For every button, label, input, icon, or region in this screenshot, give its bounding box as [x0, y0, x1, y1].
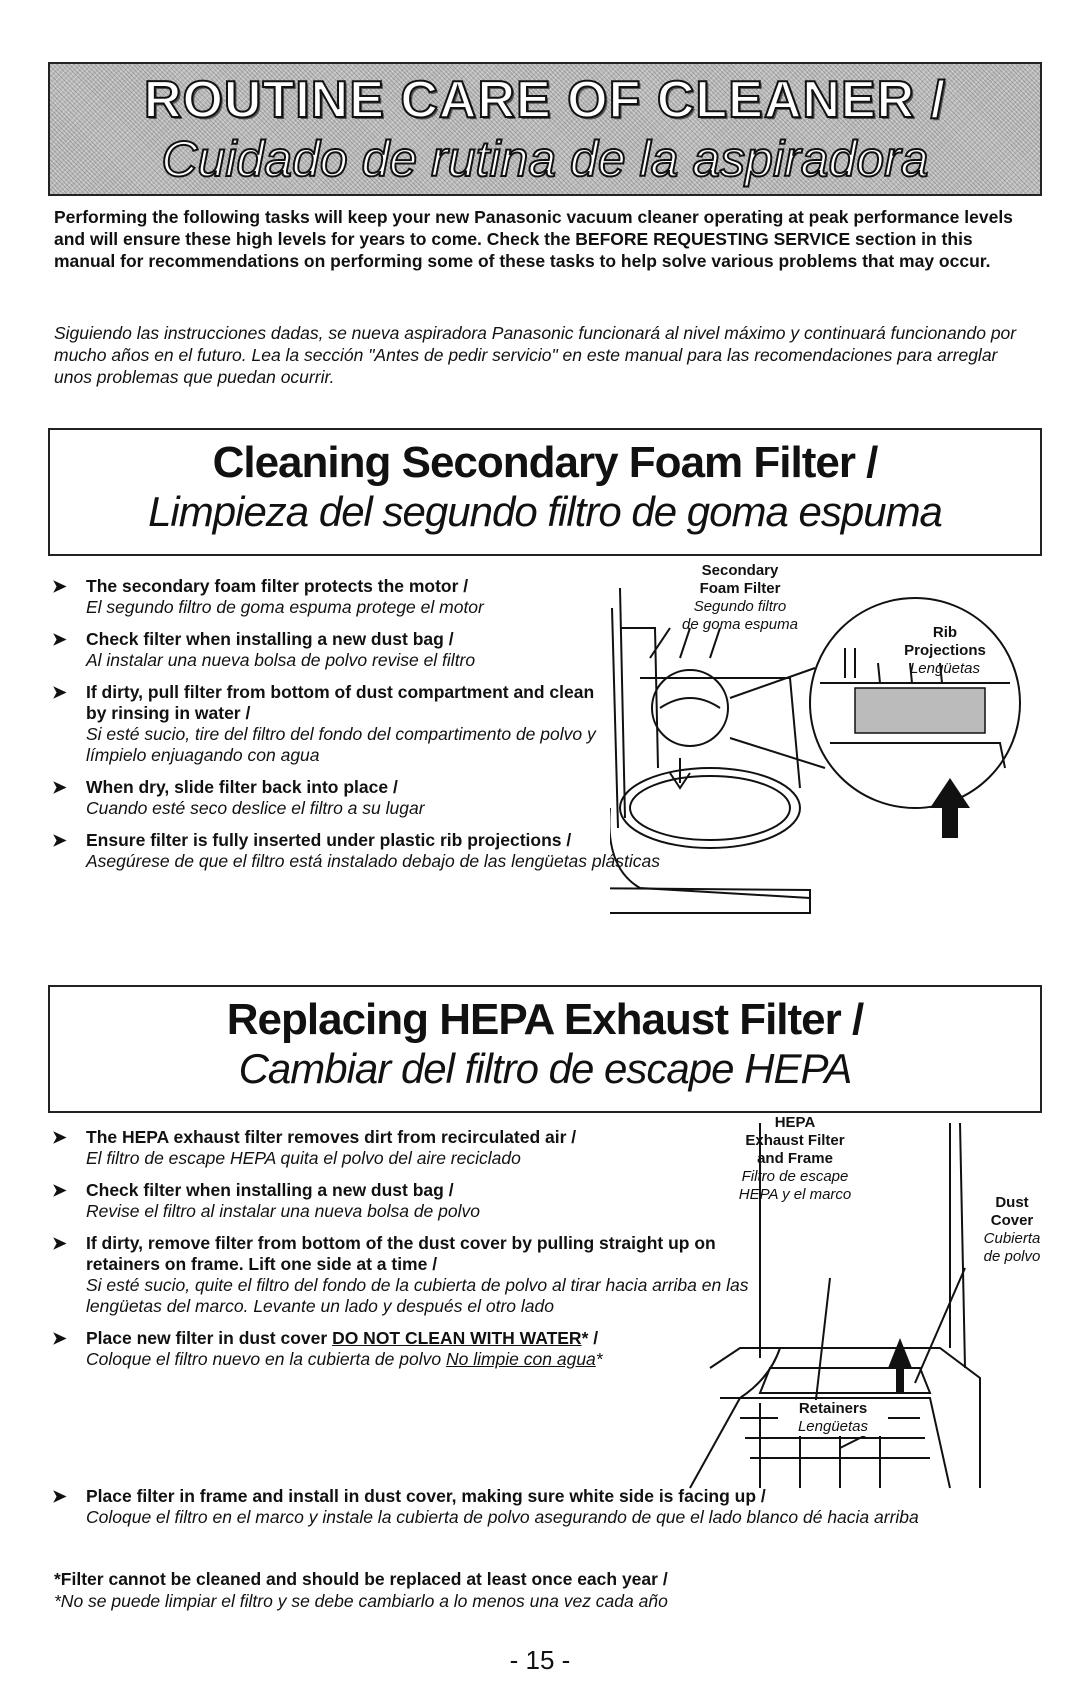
- arrow-bullet-icon: ➤: [52, 1127, 67, 1147]
- hepa-filter-final-step: [52, 1486, 1042, 1539]
- list-item: ➤ If dirty, pull filter from bottom of dust compartment and clean by rinsing in water / Si esté sucio, tire del filtro del fondo del compartimento de polvo y límpielo enjuagando con agua: [52, 682, 596, 765]
- arrow-bullet-icon: ➤: [52, 1328, 67, 1348]
- intro-english: Performing the following tasks will keep your new Panasonic vacuum cleaner operating at peak performance levels and will ensure these high levels for years to come. Check the BEFORE REQUESTING SERVICE section in this manual for recommendations on performing some of these tasks to help solve various problems that may occur.: [54, 207, 1013, 271]
- footnote: [54, 1568, 1034, 1612]
- arrow-bullet-icon: ➤: [52, 1233, 67, 1253]
- list-item: ➤ When dry, slide filter back into place / Cuando esté seco deslice el filtro a su lugar: [52, 777, 425, 818]
- footnote-en: *Filter cannot be cleaned and should be replaced at least once each year /: [54, 1569, 668, 1589]
- foam-filter-illustration: [610, 562, 1040, 928]
- arrow-bullet-icon: ➤: [52, 682, 67, 702]
- list-item: ➤ Place new filter in dust cover DO NOT CLEAN WITH WATER* / Coloque el filtro nuevo en la cubierta de polvo No limpie con agua*: [52, 1328, 603, 1369]
- section-title-es: Cambiar del filtro de escape HEPA: [238, 1045, 852, 1092]
- list-item: ➤ The secondary foam filter protects the motor / El segundo filtro de goma espuma protege el motor: [52, 576, 484, 617]
- arrow-bullet-icon: ➤: [52, 1486, 67, 1506]
- list-item: ➤ Check filter when installing a new dust bag / Al instalar una nueva bolsa de polvo revise el filtro: [52, 629, 476, 670]
- arrow-bullet-icon: ➤: [52, 1180, 67, 1200]
- label-hepa-filter-frame: HEPA Exhaust Filter and Frame Filtro de escape HEPA y el marco: [738, 1114, 852, 1203]
- foam-filter-steps: [52, 576, 660, 883]
- arrow-bullet-icon: ➤: [52, 830, 67, 850]
- label-dust-cover: Dust Cover Cubierta de polvo: [983, 1194, 1041, 1265]
- hepa-filter-illustration: [650, 1114, 1050, 1493]
- list-item: ➤ Place filter in frame and install in dust cover, making sure white side is facing up / Coloque el filtro en el marco y instale la cubierta de polvo asegurando de que el lado blanco dé hacia arriba: [52, 1486, 919, 1527]
- hepa-filter-steps: [52, 1127, 752, 1381]
- section-heading-hepa-filter: [48, 985, 1042, 1113]
- section-title-en: Cleaning Secondary Foam Filter /: [212, 438, 878, 487]
- section-title-en: Replacing HEPA Exhaust Filter /: [226, 995, 864, 1044]
- arrow-bullet-icon: ➤: [52, 777, 67, 797]
- section-title-es: Limpieza del segundo filtro de goma espuma: [148, 488, 942, 535]
- list-item: ➤ Ensure filter is fully inserted under plastic rib projections / Asegúrese de que el filtro está instalado debajo de las lengüetas plásticas: [52, 830, 660, 871]
- intro-spanish: Siguiendo las instrucciones dadas, se nueva aspiradora Panasonic funcionará al nivel máximo y continuará funcionando por mucho años en el futuro. Lea la sección "Antes de pedir servicio" en este manual para las recomendaciones para arreglar unos problemas que puedan ocurrir.: [54, 323, 1017, 387]
- footnote-es: *No se puede limpiar el filtro y se debe cambiarlo a lo menos una vez cada año: [54, 1591, 668, 1611]
- list-item: ➤ The HEPA exhaust filter removes dirt from recirculated air / El filtro de escape HEPA quita el polvo del aire reciclado: [52, 1127, 577, 1168]
- list-item: ➤ If dirty, remove filter from bottom of the dust cover by pulling straight up on retainers on frame. Lift one side at a time / Si esté sucio, quite el filtro del fondo de la cubierta de polvo al tirar hacia arriba en las lengüetas del marco. Levante un lado y después el otro lado: [52, 1233, 749, 1316]
- arrow-bullet-icon: ➤: [52, 576, 67, 596]
- arrow-bullet-icon: ➤: [52, 629, 67, 649]
- list-item: ➤ Check filter when installing a new dust bag / Revise el filtro al instalar una nueva bolsa de polvo: [52, 1180, 480, 1221]
- page-number: - 15 -: [509, 1645, 571, 1675]
- page-banner: [48, 62, 1042, 196]
- section-heading-foam-filter: [48, 428, 1042, 556]
- banner-title-es: Cuidado de rutina de la aspiradora: [161, 131, 929, 187]
- label-secondary-foam-filter: Secondary Foam Filter Segundo filtro de goma espuma: [682, 562, 798, 633]
- label-rib-projections: Rib Projections Lengüetas: [904, 624, 986, 677]
- label-retainers: Retainers Lengüetas: [778, 1400, 888, 1436]
- banner-title-en: ROUTINE CARE OF CLEANER /: [143, 71, 947, 129]
